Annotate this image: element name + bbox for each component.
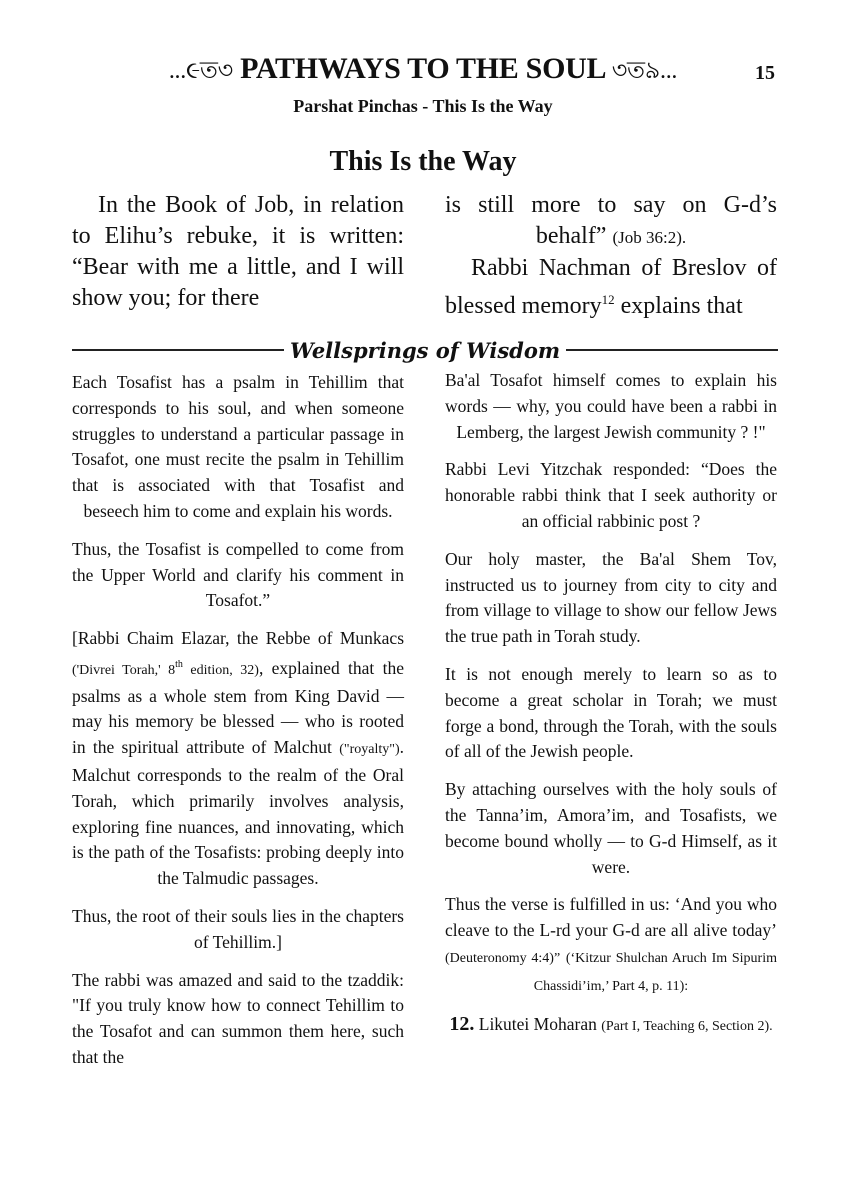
text: , explained that the psalms as a whole stem from King David — may his memory be blessed — who is rooted in the spiritual attribute of Malchut xyxy=(72,657,405,758)
footnote-number: 12. xyxy=(449,1012,475,1035)
paragraph: Each Tosafist has a psalm in Tehillim that corresponds to his soul, and when someone struggles to understand a particular passage in Tosafot, one must recite the psalm in Tehillim that is associated with that Tosafist and beseech him to come and explain his words. xyxy=(72,372,404,521)
paragraph: Thus, the Tosafist is compelled to come from the Upper World and clarify his comment in Tosafot.” xyxy=(72,538,404,611)
footnote xyxy=(445,1012,777,1040)
paragraph: It is not enough merely to learn so as to become a great scholar in Torah; we must forge a bond, through the Torah, with the souls of all of the Jewish people. xyxy=(445,663,777,762)
paragraph: Ba'al Tosafot himself comes to explain his words — why, you could have been a rabbi in Lemberg, the largest Jewish community ? !" xyxy=(445,370,777,442)
intro-right-column xyxy=(445,190,777,322)
paragraph xyxy=(72,626,404,892)
paragraph: Our holy master, the Ba'al Shem Tov, instructed us to journey from city to city and from village to village to show our fellow Jews the true path in Torah study. xyxy=(445,548,777,647)
intro-continuation xyxy=(445,190,777,253)
ornament-right-icon: ৩ত৯... xyxy=(611,58,678,84)
book-title: PATHWAYS TO THE SOUL xyxy=(240,52,605,85)
paragraph: Thus, the root of their souls lies in the chapters of Tehillim.] xyxy=(72,905,404,952)
text: Likutei Moharan xyxy=(474,1013,602,1034)
right-column xyxy=(445,368,777,1051)
section-divider xyxy=(72,337,778,363)
page-number: 15 xyxy=(755,62,775,84)
text: Thus the verse is fulfilled in us: ‘And you who cleave to the L-rd your G-d are all alive today’ xyxy=(445,894,777,941)
divider-line xyxy=(72,349,284,351)
chapter-subtitle: Parshat Pinchas - This Is the Way xyxy=(293,96,553,116)
citation: ('Divrei Torah,' 8 xyxy=(72,662,176,678)
section-label: Wellsprings of Wisdom xyxy=(289,337,561,363)
text: . Malchut corresponds to the realm of the Oral Torah, which primarily involves analysis, exploring fine nuances, and innovating, which is the path of the Tosafists: probing deeply into the Talmudic passages. xyxy=(72,737,404,889)
paragraph xyxy=(445,892,777,999)
paragraph: The rabbi was amazed and said to the tzaddik: "If you truly know how to connect Tehillim to the Tosafot and can summon them here, such that the xyxy=(72,969,404,1067)
intro-paragraph-2 xyxy=(445,253,777,322)
citation: ("royalty") xyxy=(339,742,400,758)
citation: (Job 36:2). xyxy=(612,228,687,247)
ornament-left-icon: ...૯ত৩ xyxy=(168,58,233,84)
citation: (Deuteronomy 4:4)” xyxy=(445,950,561,966)
citation: (‘Kitzur Shulchan Aruch Im Sipurim Chassidi’im,’ Part 4, p. 11): xyxy=(533,950,778,994)
text: explains that xyxy=(614,293,743,319)
running-header xyxy=(0,52,846,92)
text: Rabbi Nachman of Breslov of blessed memory xyxy=(445,255,777,319)
paragraph: Rabbi Levi Yitzchak responded: “Does the honorable rabbi think that I seek authority or an official rabbinic post ? xyxy=(445,459,777,531)
superscript: th xyxy=(175,658,183,670)
text: is still more to say on G-d’s behalf” xyxy=(445,192,777,249)
citation: (Part I, Teaching 6, Section 2). xyxy=(601,1018,773,1034)
paragraph: By attaching ourselves with the holy souls of the Tanna’im, Amora’im, and Tosafists, we become bound wholly — to G-d Himself, as it were. xyxy=(445,779,777,877)
citation: edition, 32) xyxy=(182,662,259,678)
text: [Rabbi Chaim Elazar, the Rebbe of Munkacs xyxy=(72,628,404,649)
divider-line xyxy=(566,349,778,351)
intro-left-column xyxy=(72,190,404,314)
footnote-ref[interactable]: 12 xyxy=(601,292,615,307)
left-column xyxy=(72,370,404,1083)
intro-paragraph: In the Book of Job, in relation to Elihu’s rebuke, it is written: “Bear with me a little, and I will show you; for there xyxy=(72,192,404,311)
article-title: This Is the Way xyxy=(329,146,517,177)
